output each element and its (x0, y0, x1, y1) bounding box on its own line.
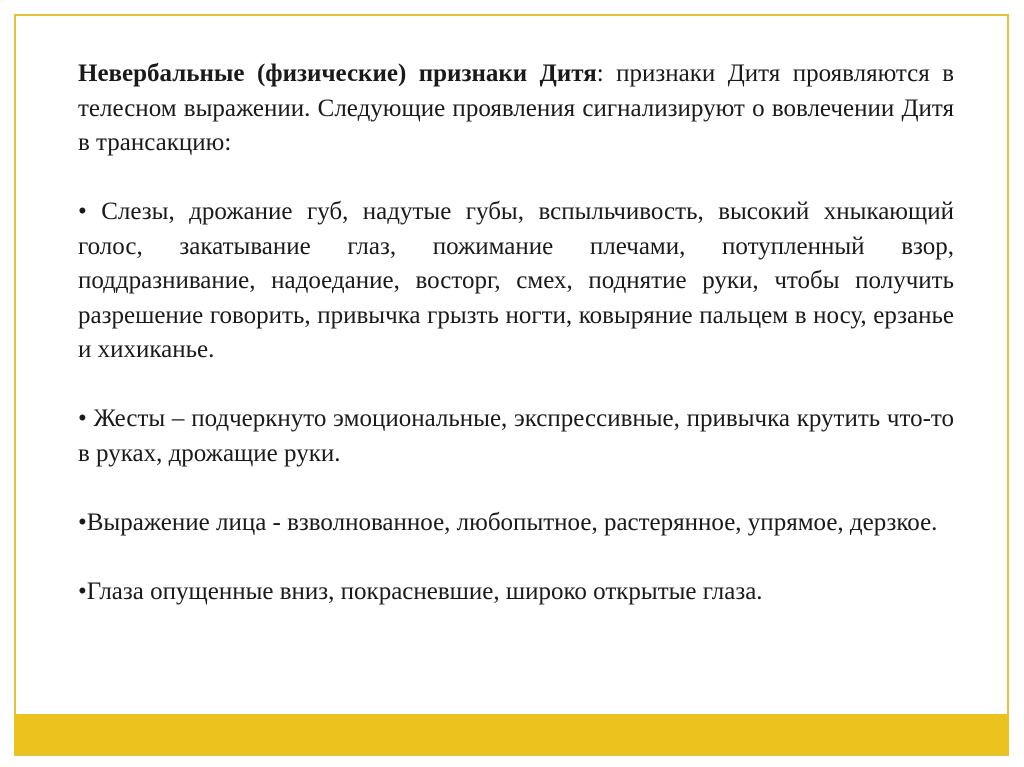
intro-heading-rest: : признаки Дитя проявляются в телесном выражении. Следующие проявления сигнализируют о вовлечении Дитя в трансакцию: (78, 60, 954, 156)
bottom-decorative-band (14, 714, 1009, 754)
bullet-item-1: • Слезы, дрожание губ, надутые губы, вспыльчивость, высокий хныкающий голос, закатывание глаз, пожимание плечами, потупленный взор, поддразнивание, надоедание, восторг, смех, поднятие руки, чтобы получить разрешение говорить, привычка грызть ногти, ковыряние пальцем в носу, ерзанье и хихиканье. (78, 198, 954, 363)
bullet-item-4: •Глаза опущенные вниз, покрасневшие, широко открытые глаза. (78, 577, 763, 605)
intro-paragraph (78, 57, 954, 161)
intro-heading-bold: Невербальные (физические) признаки Дитя (78, 60, 597, 87)
slide-text-body (78, 57, 954, 609)
bullet-item-2: • Жесты – подчеркнуто эмоциональные, экспрессивные, привычка крутить что-то в руках, дрожащие руки. (78, 405, 954, 467)
bullet-item-3: •Выражение лица - взволнованное, любопытное, растерянное, упрямое, дерзкое. (78, 508, 938, 536)
